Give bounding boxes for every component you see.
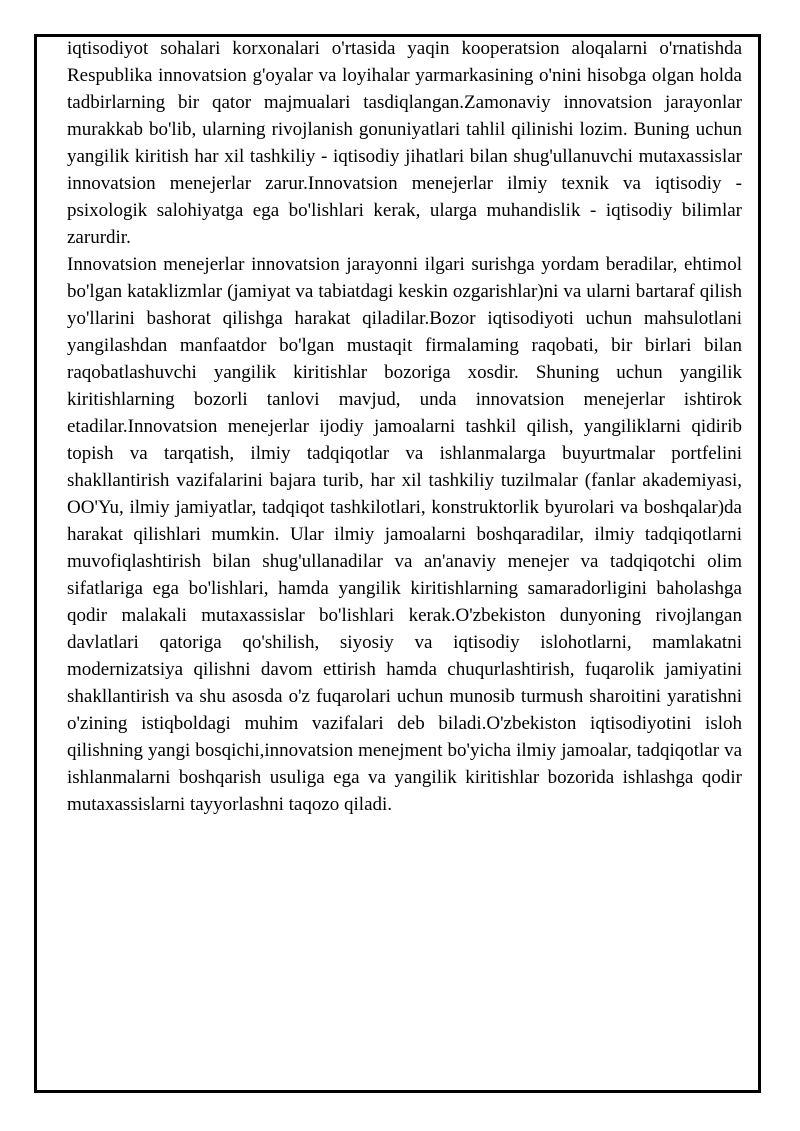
paragraph-1: iqtisodiyot sohalari korxonalari o'rtasida yaqin kooperatsion aloqalarni o'rnatishda Respublika innovatsion g'oyalar va loyihalar yarmarkasining o'nini hisobga olgan holda tadbirlarning bir qator majmualari tasdiqlangan.Zamonaviy innovatsion jarayonlar murakkab bo'lib, ularning rivojlanish gonuniyatlari tahlil qilinishi lozim. Buning uchun yangilik kiritish har xil tashkiliy - iqtisodiy jihatlari bilan shug'ullanuvchi mutaxassislar innovatsion menejerlar zarur.Innovatsion menejerlar ilmiy texnik va iqtisodiy - psixologik salohiyatga ega bo'lishlari kerak, ularga muhandislik - iqtisodiy bilimlar zarurdir. <box>67 38 742 248</box>
document-body <box>67 35 742 818</box>
paragraph-2: Innovatsion menejerlar innovatsion jarayonni ilgari surishga yordam beradilar, ehtimol bo'lgan kataklizmlar (jamiyat va tabiatdagi keskin ozgarishlar)ni va ularni bartaraf qilish yo'llarini bashorat qilishga harakat qiladilar.Bozor iqtisodiyoti uchun mahsulotlani yangilashdan manfaatdor bo'lgan mustaqit firmalaming raqobati, bir birlari bilan raqobatlashuvchi yangilik kiritishlar bozoriga xosdir. Shuning uchun yangilik kiritishlarning bozorli tanlovi mavjud, unda innovatsion menejerlar ishtirok etadilar.Innovatsion menejerlar ijodiy jamoalarni tashkil qilish, yangiliklarni qidirib topish va tarqatish, ilmiy tadqiqotlar va ishlanmalarga buyurtmalar portfelini shakllantirish vazifalarini bajara turib, har xil tashkiliy tuzilmalar (fanlar akademiyasi, OO'Yu, ilmiy jamiyatlar, tadqiqot tashkilotlari, konstruktorlik byurolari va boshqalar)da harakat qilishlari mumkin. Ular ilmiy jamoalarni boshqaradilar, ilmiy tadqiqotlarni muvofiqlashtirish bilan shug'ullanadilar va an'anaviy menejer va tadqiqotchi olim sifatlariga ega bo'lishlari, hamda yangilik kiritishlarning samaradorligini baholashga qodir malakali mutaxassislar bo'lishlari kerak.O'zbekiston dunyoning rivojlangan davlatlari qatoriga qo'shilish, siyosiy va iqtisodiy islohotlarni, mamlakatni modernizatsiya qilishni davom ettirish hamda chuqurlashtirish, fuqarolik jamiyatini shakllantirish va shu asosda o'z fuqarolari uchun munosib turmush sharoitini yaratishni o'zining istiqboldagi muhim vazifalari deb biladi.O'zbekiston iqtisodiyotini isloh qilishning yangi bosqichi,innovatsion menejment bo'yicha ilmiy jamoalar, tadqiqotlar va ishlanmalarni boshqarish usuliga ega va yangilik kiritishlar bozorida ishlashga qodir mutaxassislarni tayyorlashni taqozo qiladi. <box>67 254 742 815</box>
